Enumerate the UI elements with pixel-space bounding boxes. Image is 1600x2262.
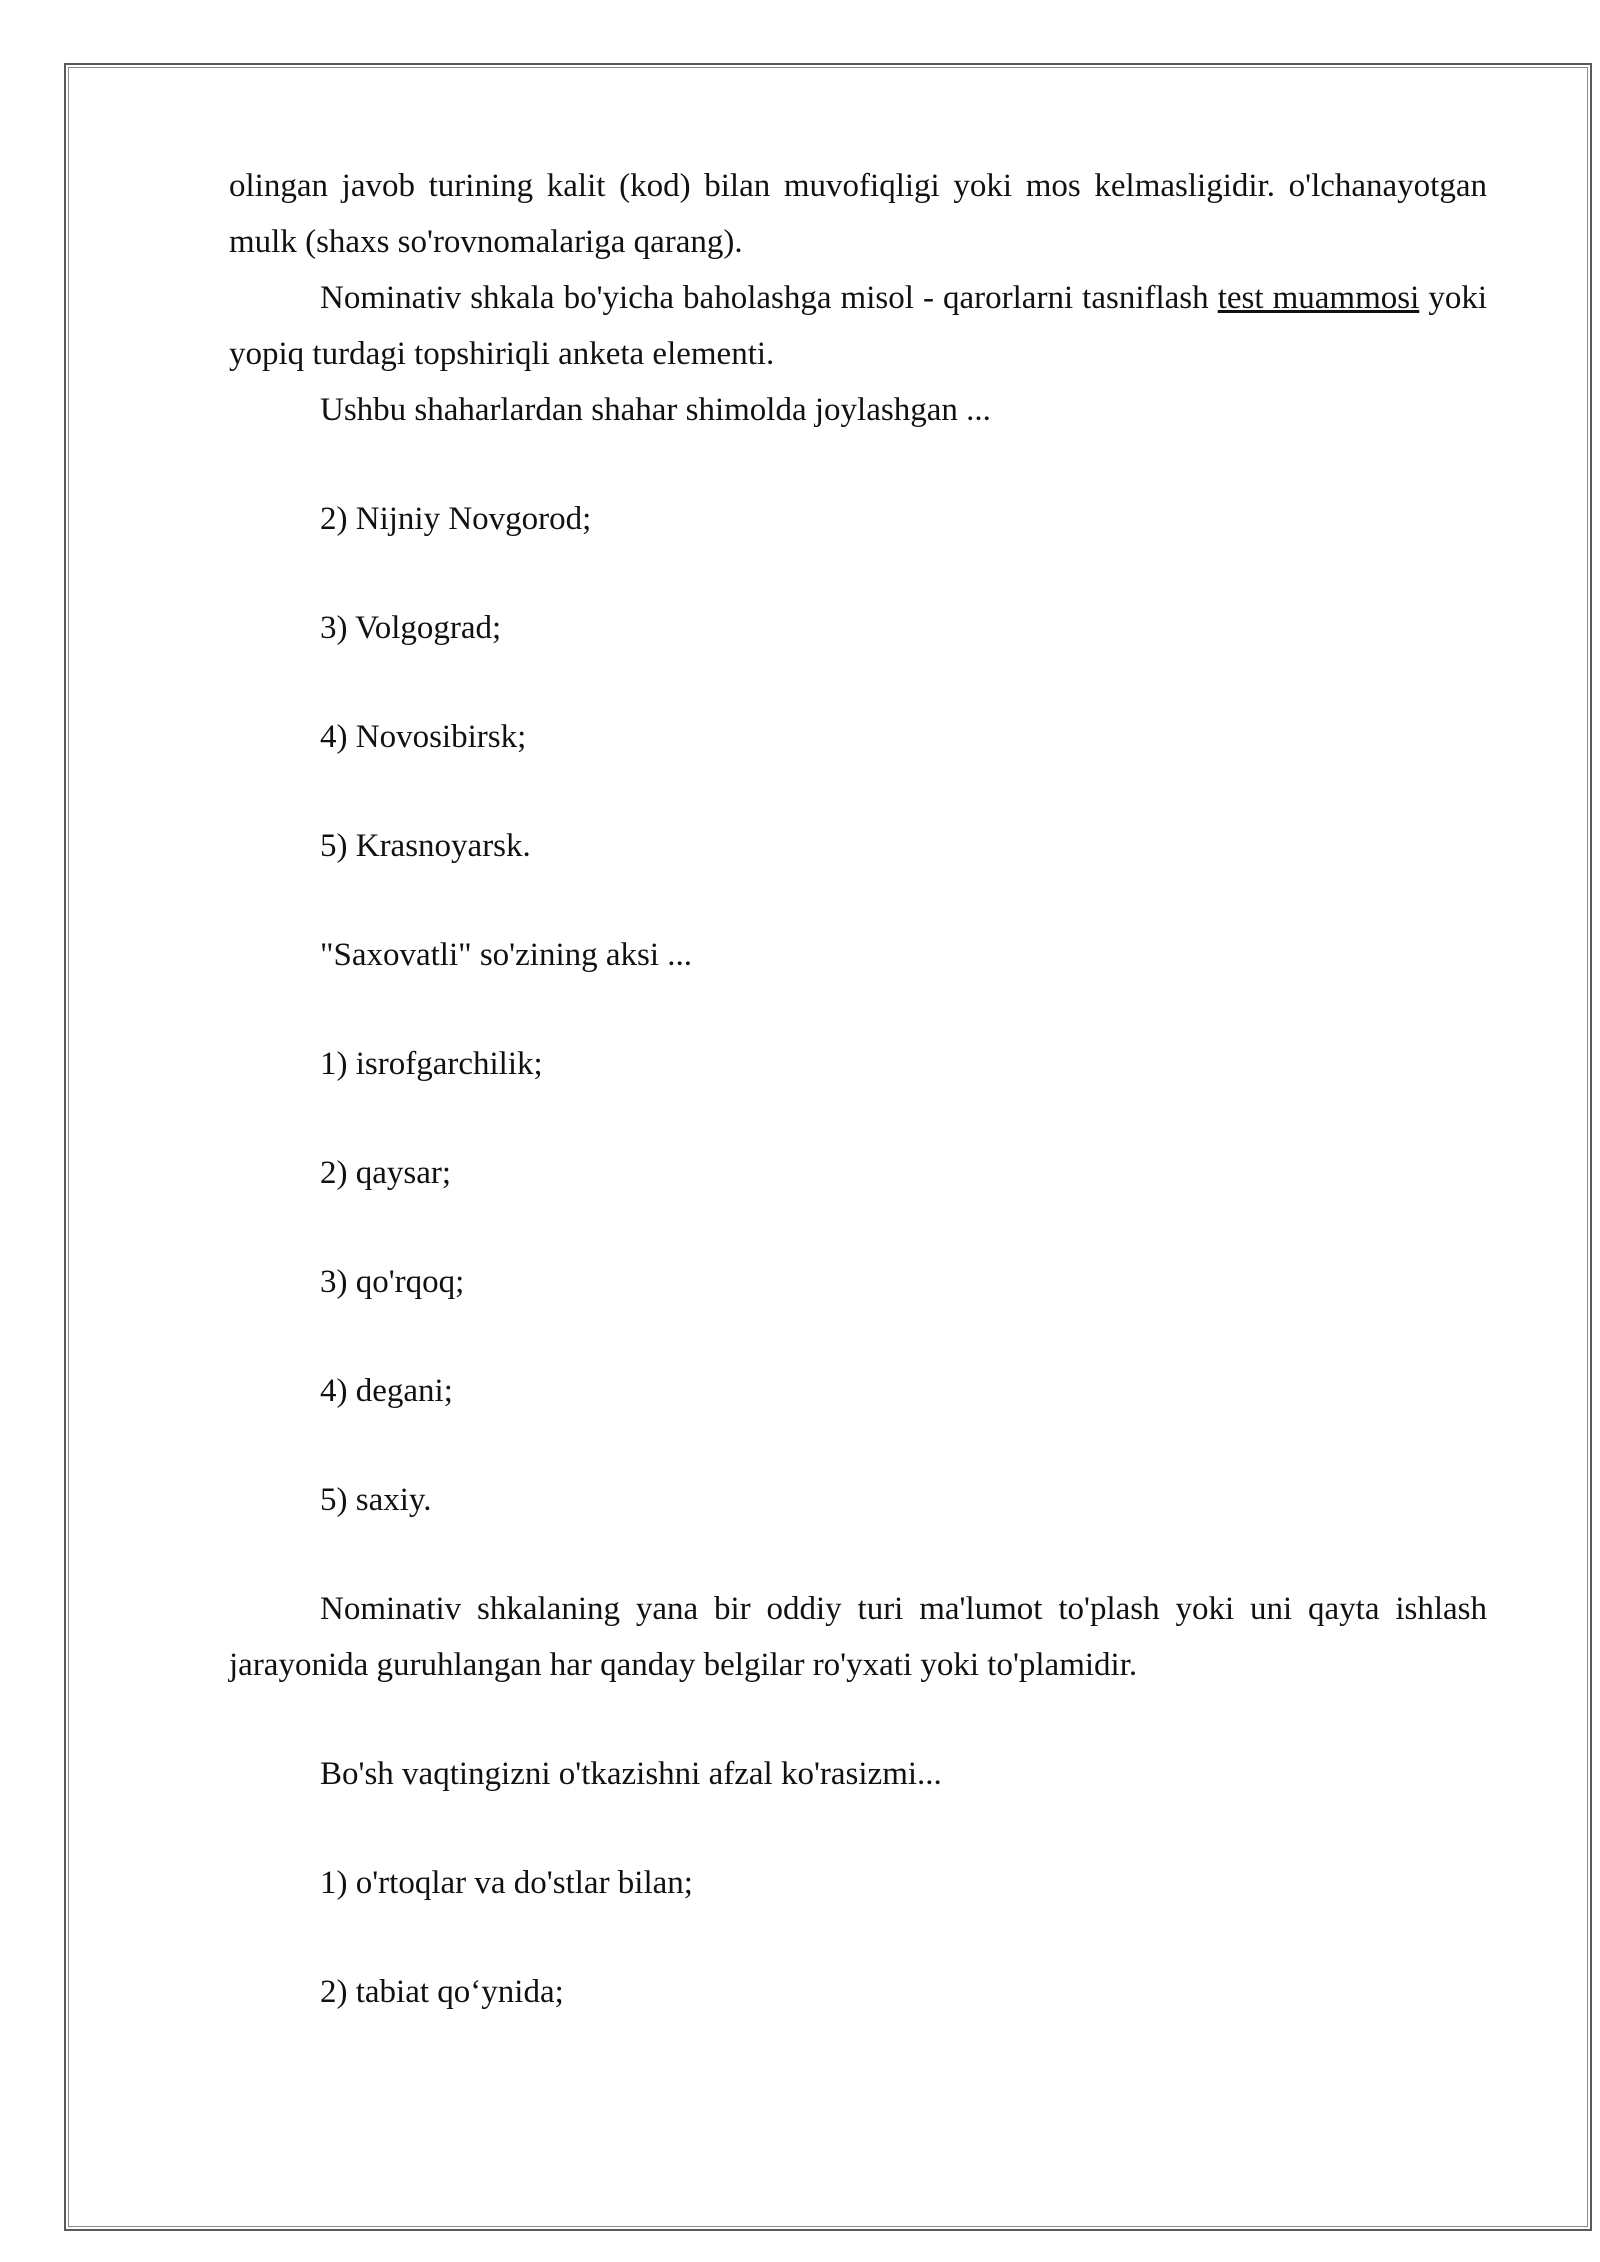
question-1-option: 4) Novosibirsk; — [320, 719, 527, 755]
question-1-option: 5) Krasnoyarsk. — [320, 828, 531, 864]
question-1-text: Ushbu shaharlardan shahar shimolda joylashgan ... — [320, 392, 991, 428]
question-2-option: 5) saxiy. — [320, 1482, 432, 1518]
question-1-option: 3) Volgograd; — [320, 610, 502, 646]
question-2-option: 3) qo'rqoq; — [320, 1264, 465, 1300]
document-body — [229, 158, 1487, 2020]
question-2-option: 1) isrofgarchilik; — [320, 1046, 543, 1082]
question-3-text: Bo'sh vaqtingizni o'tkazishni afzal ko'rasizmi... — [320, 1756, 942, 1792]
paragraph-3: Nominativ shkalaning yana bir oddiy turi ma'lumot to'plash yoki uni qayta ishlash jarayonida guruhlangan har qanday belgilar ro'yxati yoki to'plamidir. — [229, 1591, 1487, 1683]
test-muammosi-link[interactable]: test muammosi — [1217, 280, 1420, 316]
paragraph-2-text-before: Nominativ shkala bo'yicha baholashga misol - qarorlarni tasniflash — [320, 280, 1218, 316]
paragraph-2 — [229, 270, 1487, 382]
paragraph-2-text-after: yoki yopiq turdagi topshiriqli anketa elementi. — [229, 280, 1487, 372]
question-3-option: 1) o'rtoqlar va do'stlar bilan; — [320, 1865, 693, 1901]
paragraph-1: olingan javob turining kalit (kod) bilan muvofiqligi yoki mos kelmasligidir. o'lchanayotgan mulk (shaxs so'rovnomalariga qarang). — [229, 168, 1487, 260]
question-2-option: 2) qaysar; — [320, 1155, 452, 1191]
question-2-option: 4) degani; — [320, 1373, 453, 1409]
question-1-option: 2) Nijniy Novgorod; — [320, 501, 592, 537]
question-2-text: "Saxovatli" so'zining aksi ... — [320, 937, 693, 973]
question-3-option: 2) tabiat qo‘ynida; — [320, 1974, 564, 2010]
